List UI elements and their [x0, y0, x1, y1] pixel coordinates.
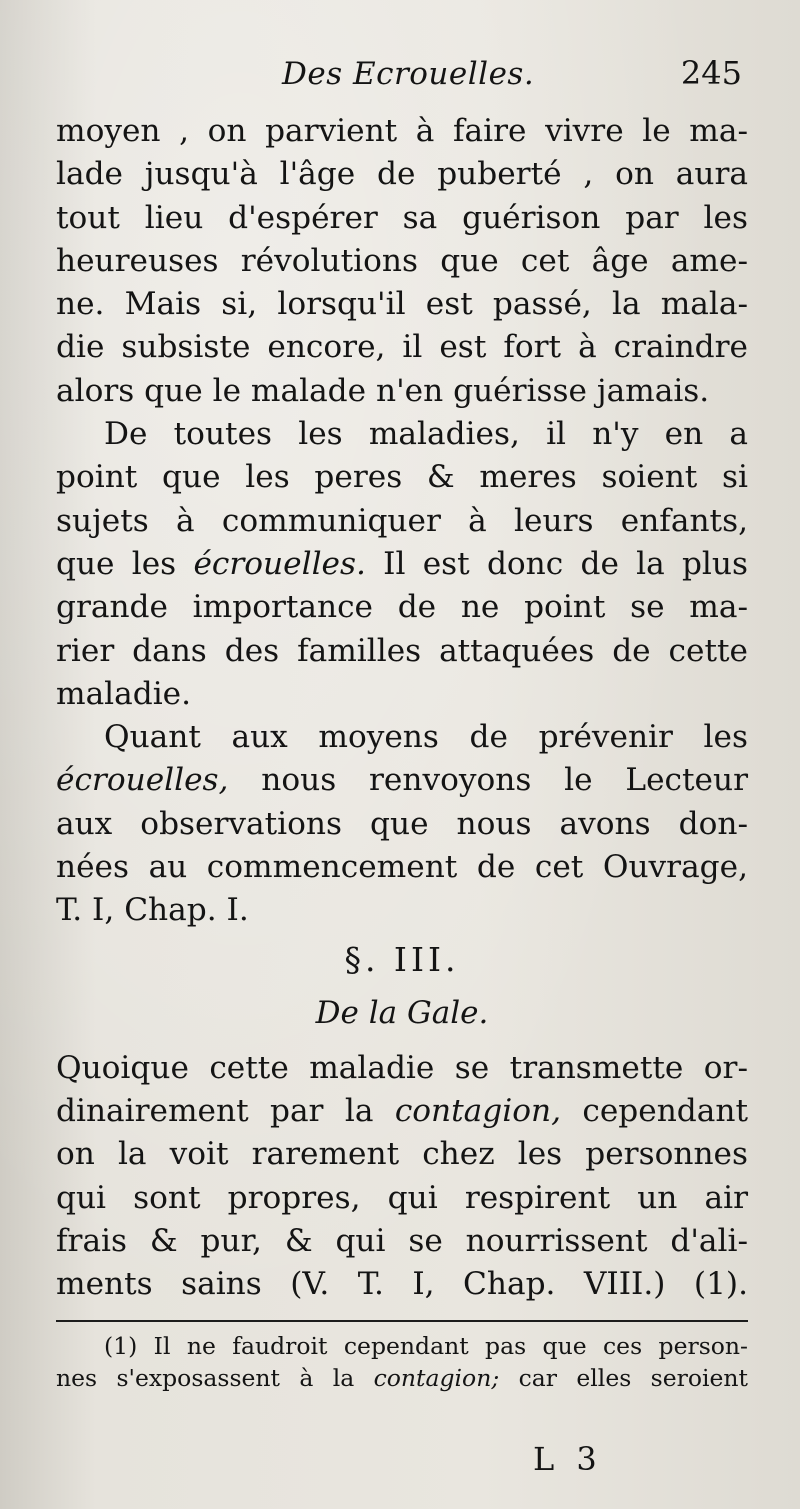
running-title: Des Ecrouelles.: [282, 56, 535, 92]
text-run: nes s'exposassent à la: [56, 1364, 374, 1393]
text-run: Il est donc de la plus: [365, 545, 748, 582]
section-number: §. III.: [344, 939, 460, 979]
text-line: point que les peres & meres soient si: [56, 459, 748, 496]
section-title: De la Gale.: [315, 994, 489, 1031]
italic-term: écrouelles,: [56, 762, 229, 799]
text-line: grande importance de ne point se ma-: [56, 589, 748, 626]
italic-term: écrouelles.: [193, 545, 366, 582]
footnote-line: (1) Il ne faudroit cependant pas que ces person-: [104, 1332, 748, 1361]
text-line: nées au commencement de cet Ouvrage,: [56, 849, 748, 886]
page-number: 245: [680, 54, 742, 92]
text-line: ne. Mais si, lorsqu'il est passé, la mala-: [56, 286, 748, 323]
text-line: Quoique cette maladie se transmette or-: [56, 1049, 748, 1086]
text-run: car elles seroient: [499, 1364, 748, 1393]
text-line: rier dans des familles attaquées de cette: [56, 632, 748, 669]
footnote-line: [56, 1362, 748, 1394]
paragraph-prevention: [56, 716, 748, 932]
text-line: moyen , on parvient à faire vivre le ma-: [56, 113, 748, 149]
text-line: [56, 759, 748, 802]
text-line: Quant aux moyens de prévenir les: [104, 719, 748, 756]
text-line: heureuses révolutions que cet âge ame-: [56, 242, 748, 279]
text-line: [56, 543, 748, 586]
signature-mark: L 3: [533, 1440, 603, 1478]
text-line: qui sont propres, qui respirent un air: [56, 1179, 748, 1216]
body-text: [56, 110, 748, 1306]
text-line: lade jusqu'à l'âge de puberté , on aura: [56, 156, 748, 193]
italic-term: contagion;: [373, 1364, 500, 1393]
paragraph-gale: [56, 1047, 748, 1307]
italic-term: contagion,: [394, 1092, 561, 1129]
text-run: dinairement par la: [56, 1092, 395, 1129]
text-line: aux observations que nous avons don-: [56, 805, 748, 842]
text-line: ments sains (V. T. I, Chap. VIII.) (1).: [56, 1266, 748, 1303]
text-line: sujets à communiquer à leurs enfants,: [56, 502, 748, 539]
text-line: maladie.: [56, 675, 192, 712]
text-run: cependant: [560, 1092, 748, 1129]
text-line: frais & pur, & qui se nourrissent d'ali-: [56, 1222, 748, 1259]
running-head: [56, 52, 748, 108]
footnote: [56, 1330, 748, 1394]
text-line: [56, 1090, 748, 1133]
footnote-rule: [56, 1320, 748, 1322]
text-line: die subsiste encore, il est fort à craindre: [56, 329, 748, 366]
text-line: alors que le malade n'en guérisse jamais.: [56, 372, 710, 409]
text-line: De toutes les maladies, il n'y en a: [104, 416, 748, 453]
paragraph-puberty: [56, 110, 748, 413]
text-run: que les: [56, 545, 194, 582]
text-line: tout lieu d'espérer sa guérison par les: [56, 199, 748, 236]
text-run: nous renvoyons le Lecteur: [228, 762, 748, 799]
text-line: on la voit rarement chez les personnes: [56, 1136, 748, 1173]
text-line: T. I, Chap. I.: [56, 892, 249, 929]
paragraph-heredity: [56, 413, 748, 716]
